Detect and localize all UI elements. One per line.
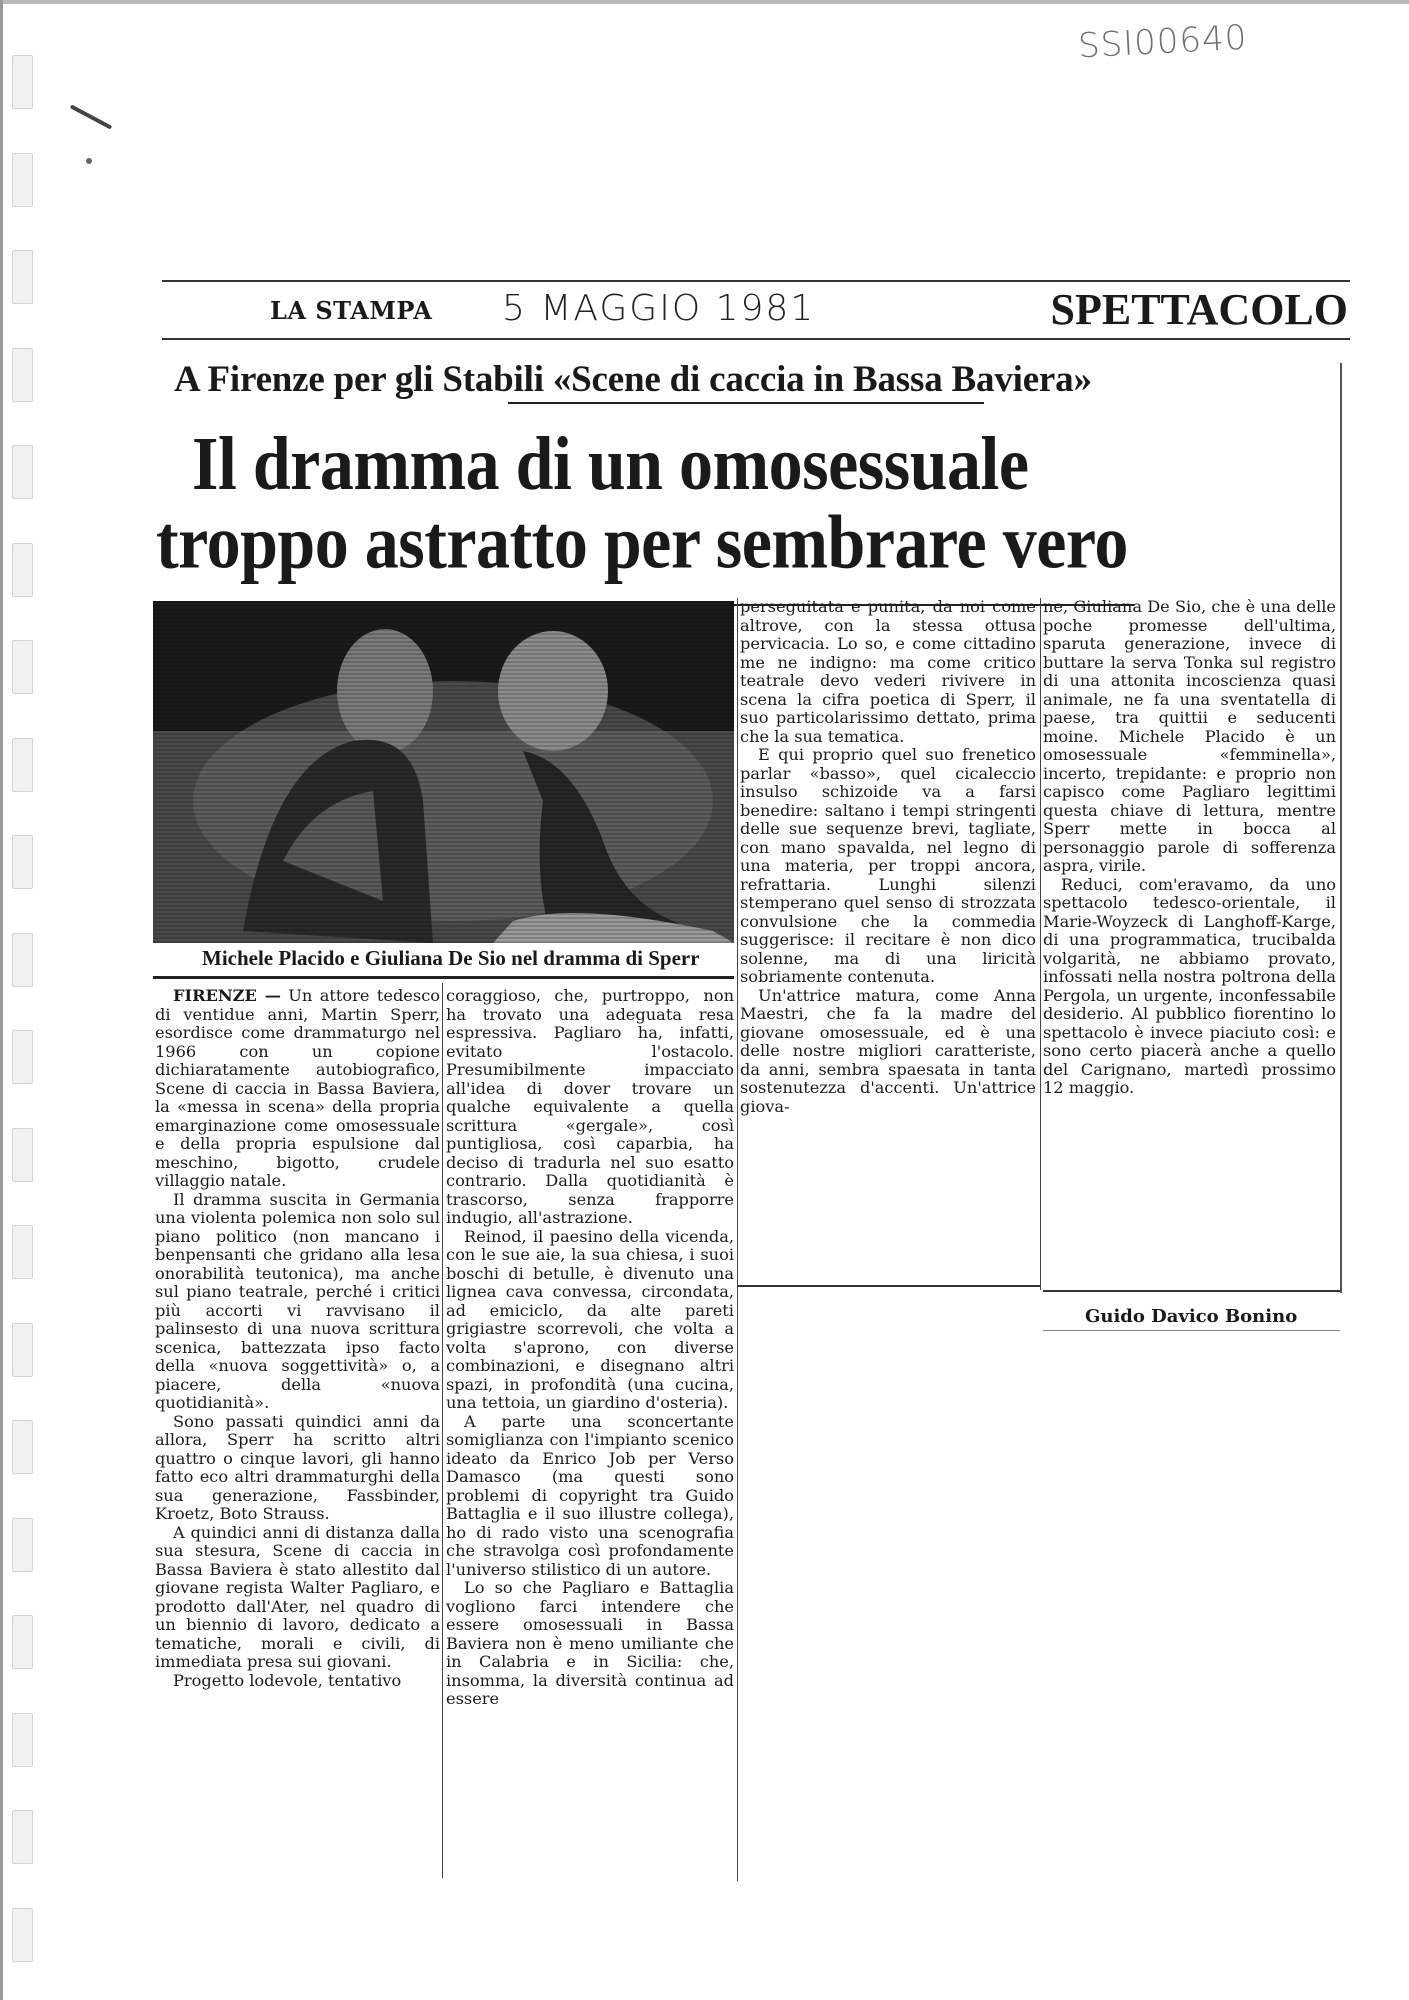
article-column-3 [740, 598, 1036, 1116]
ink-dot [86, 158, 92, 164]
article-column-4 [1043, 598, 1336, 1098]
paragraph: Il dramma suscita in Germania una violenta polemica non solo sul piano politico (non mancano i benpensanti che gridano alla lesa onorabilità teutonica), ma anche sul piano teatrale, perché i critici più accorti vi ravvisano il palinsesto di una nuova scrittura scenica, battezzata ipso facto della «nuova soggettività» o, a piacere, della «nuova quotidianità». [155, 1189, 440, 1412]
punch-hole [12, 738, 33, 792]
paragraph: Sono passati quindici anni da allora, Sperr ha scritto altri quattro o cinque lavori, gli hanno fatto eco altri drammaturghi della sua generazione, Fassbinder, Kroetz, Boto Strauss. [155, 1411, 440, 1523]
article-byline: Guido Davico Bonino [1085, 1306, 1298, 1327]
binder-punch-holes [12, 0, 36, 2000]
punch-hole [12, 1030, 33, 1084]
article-column-2 [446, 987, 734, 1709]
punch-hole [12, 1323, 33, 1377]
paragraph: Un'attrice matura, come Anna Maestri, che fa la madre del giovane omosessuale, ed è una delle nostre migliori caratteriste, da anni, sembra spaesata in tanta sostenutezza d'accenti. Un'attrice giova- [740, 985, 1036, 1116]
headline-line-1: Il dramma di un omosessuale [192, 420, 1029, 506]
punch-hole [12, 640, 33, 694]
column-divider [737, 598, 738, 1881]
paragraph: A quindici anni di distanza dalla sua stesura, Scene di caccia in Bassa Baviera è stato allestito dal giovane regista Walter Pagliaro, e prodotto dall'Ater, nel quadro di un biennio di lavoro, dedicato a tematiche, morali e civili, di immediata presa sui giovani. [155, 1522, 440, 1671]
staple-mark [70, 104, 112, 129]
headline-line-2: troppo astratto per sembrare vero [156, 499, 1128, 585]
clipping-right-border [1340, 363, 1342, 1293]
punch-hole [12, 1518, 33, 1572]
photo-caption: Michele Placido e Giuliana De Sio nel dramma di Sperr [202, 946, 700, 970]
column-end-rule [1043, 1290, 1340, 1292]
dateline: FIRENZE — [173, 986, 281, 1005]
column-end-rule [738, 1285, 1040, 1287]
punch-hole [12, 933, 33, 987]
punch-hole [12, 153, 33, 207]
punch-hole [12, 1225, 33, 1279]
column-divider [442, 983, 443, 1878]
punch-hole [12, 1615, 33, 1669]
punch-hole [12, 348, 33, 402]
paragraph: A parte una sconcertante somiglianza con l'impianto scenico ideato da Enrico Job per Verso Damasco (ma questi sono problemi di copyright tra Guido Battaglia e il suo illustre collega), ho di rado visto una scenografia che stravolga così profondamente l'universo stilistico di un autore. [446, 1411, 734, 1579]
punch-hole [12, 1908, 33, 1962]
paragraph: ne, Giuliana De Sio, che è una delle poche promesse dell'ultima, sparuta generazione, invece di buttare la serva Tonka sul registro di una attonita incoscienza quasi animale, ne fa una sventatella di paese, tra quittii e seducenti moine. Michele Placido è un omosessuale «femminella», incerto, trepidante: e proprio non capisco come Pagliaro legittimi questa chiave di lettura, mentre Sperr mette in bocca al personaggio parole di sofferenza aspra, virile. [1043, 597, 1336, 875]
newspaper-clipping [150, 278, 1380, 1886]
paragraph: Progetto lodevole, tentativo [173, 1670, 402, 1690]
punch-hole [12, 1128, 33, 1182]
punch-hole [12, 1713, 33, 1767]
kicker-underline [508, 402, 984, 404]
punch-hole [12, 250, 33, 304]
newspaper-name: LA STAMPA [270, 296, 433, 325]
article-column-1 [155, 987, 440, 1690]
punch-hole [12, 543, 33, 597]
scan-left-edge [0, 0, 3, 2000]
punch-hole [12, 835, 33, 889]
punch-hole [12, 1420, 33, 1474]
article-headline [156, 420, 1128, 585]
paragraph: FIRENZE — Un attore tedesco di ventidue anni, Martin Sperr, esordisce come drammaturgo nel 1966 con un copione dichiaratamente autobiografico, Scene di caccia in Bassa Baviera, la «messa in scena» della propria emarginazione come omosessuale e della propria espulsione dal meschino, bigotto, crudele villaggio natale. [155, 986, 441, 1190]
scan-top-edge [0, 0, 1409, 4]
halftone-photo-illustration [153, 601, 734, 943]
paragraph: E qui proprio quel suo frenetico parlar «basso», quel cicaleccio insulso schizoide va a farsi benedire: saltano i tempi stringenti delle sue sequenze brevi, tagliate, con mano spavalda, nel legno di una materia, per troppi ancora, refrattaria. Lunghi silenzi stemperano quel senso di strozzata convulsione che la commedia suggerisce: il recitare è non dico solenne, ma di una liricità sobriamente contenuta. [740, 745, 1036, 986]
paragraph: Lo so che Pagliaro e Battaglia vogliono farci intendere che essere omosessuali in Bassa Baviera non è meno umiliante che in Calabria e in Sicilia: che, insomma, la diversità continua ad essere [446, 1578, 734, 1708]
paragraph: perseguitata e punita, da noi come altrove, con la stessa ottusa pervicacia. Lo so, e come cittadino me ne indigno: ma come critico teatrale devo vederi rivivere in scena la cifra poetica di Sperr, il suo particolarissimo dettato, prima che la sua tematica. [740, 597, 1036, 746]
paragraph: Reinod, il paesino della vicenda, con le sue aie, la sua chiesa, i suoi boschi di betulle, è divenuto una lignea cava convessa, circondata, ad emiciclo, da alte pareti grigiastre scorrevoli, che volta a volta s'aprono, con diverse combinazioni, e disegnano altri spazi, in profondità (una cucina, una tettoia, un giardino d'osteria). [446, 1226, 734, 1412]
section-name: SPETTACOLO [1050, 285, 1348, 334]
punch-hole [12, 445, 33, 499]
column-divider [1040, 598, 1041, 1290]
byline-rule [1043, 1330, 1340, 1331]
punch-hole [12, 55, 33, 109]
paragraph: Reduci, com'eravamo, da uno spettacolo tedesco-orientale, il Marie-Woyzeck di Langhoff-Karge, di una programmatica, trucibalda volgarità, ne abbiamo provato, infossati nella nostra poltrona della Pergola, un urgente, inconfessabile desiderio. Al pubblico fiorentino lo spettacolo è invece piaciuto così: e sono certo piacerà anche a quello del Carignano, martedì prossimo 12 maggio. [1043, 874, 1336, 1097]
archive-code-handwritten: SSI00640 [1077, 17, 1249, 67]
article-kicker: A Firenze per gli Stabili «Scene di caccia in Bassa Baviera» [174, 359, 1092, 400]
paragraph: coraggioso, che, purtroppo, non ha trovato una adeguata resa espressiva. Pagliaro ha, infatti, evitato l'ostacolo. Presumibilmente impacciato all'idea di dover trovare un qualche equivalente a quella scrittura «gergale», così puntigliosa, così caparbia, ha deciso di tradurla nel suo esatto contrario. Dalla quotidianità è trascorso, senza frapporre indugio, all'astrazione. [446, 986, 734, 1227]
masthead [162, 280, 1350, 340]
caption-rule [153, 976, 734, 979]
article-photo [153, 601, 734, 943]
punch-hole [12, 1810, 33, 1864]
handwritten-date: 5 MAGGIO 1981 [502, 288, 816, 329]
